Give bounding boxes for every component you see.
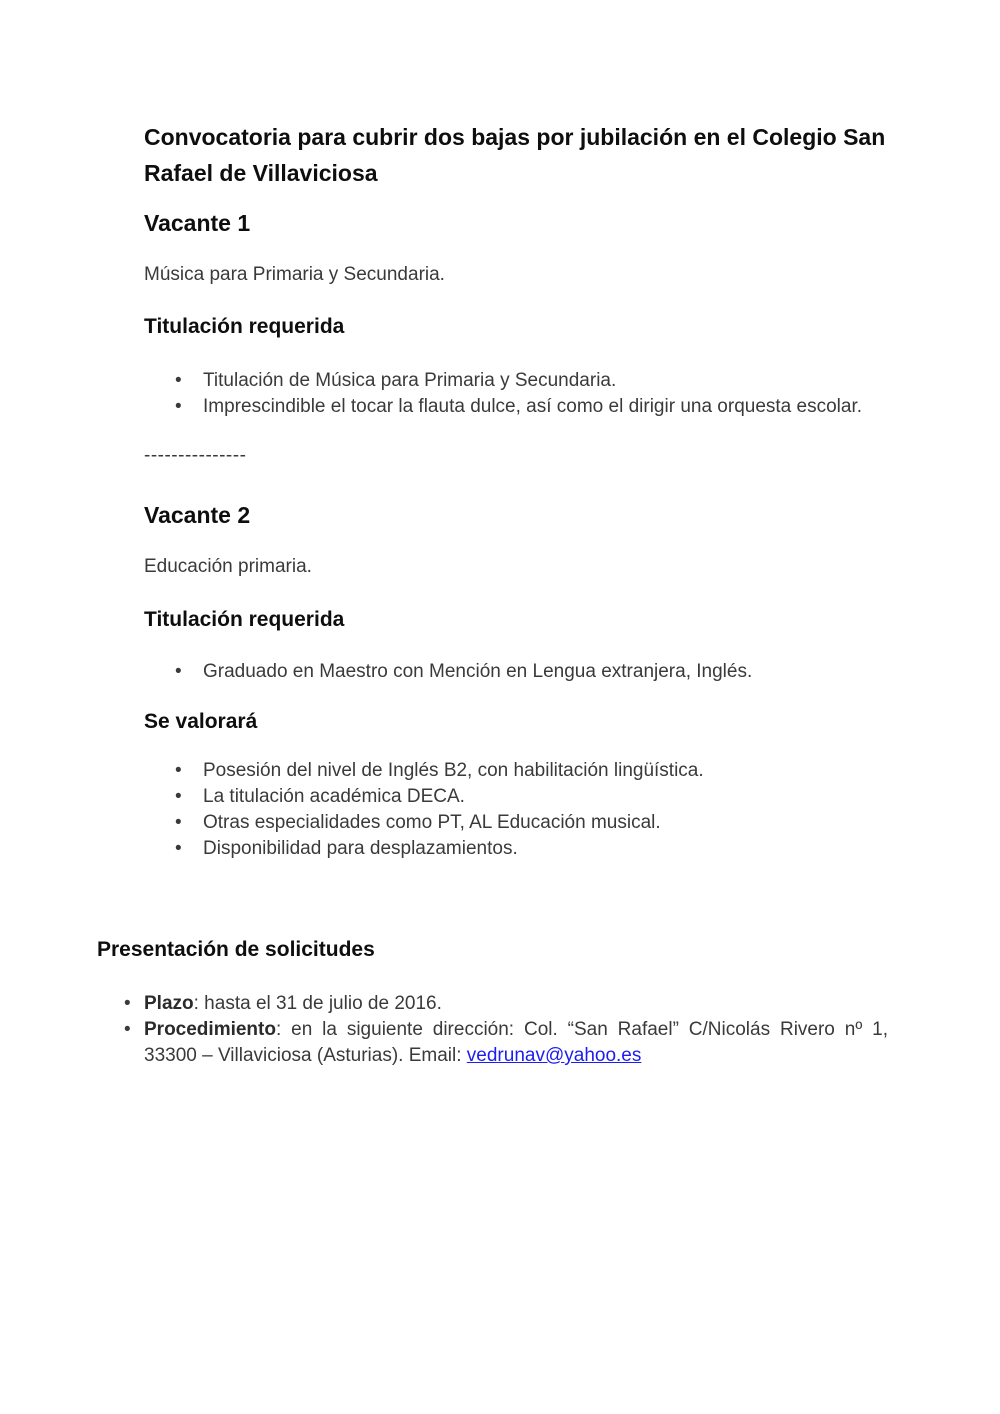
list-item: • Posesión del nivel de Inglés B2, con habilitación lingüística. — [144, 758, 888, 784]
heading-se-valorara: Se valorará — [144, 710, 258, 733]
procedimiento-line-1 — [144, 1017, 888, 1043]
list-item: • Disponibilidad para desplazamientos. — [144, 836, 888, 862]
list-item-procedimiento — [97, 1017, 888, 1069]
procedimiento-label: Procedimiento — [144, 1019, 276, 1040]
section-separator: --------------- — [144, 445, 247, 466]
document-content — [97, 0, 903, 1069]
submission-section — [97, 936, 903, 1069]
list-item: • Imprescindible el tocar la flauta dulce, así como el dirigir una orquesta escolar. — [144, 394, 888, 420]
heading-titulacion-requerida-2: Titulación requerida — [144, 608, 345, 631]
heading-presentacion-solicitudes: Presentación de solicitudes — [97, 938, 375, 961]
vacante-1-requirements-list — [144, 368, 888, 420]
vacante-2-requirements-list — [144, 659, 888, 685]
address-text: 33300 – Villaviciosa (Asturias). Email: — [144, 1045, 467, 1066]
heading-titulacion-requerida-1: Titulación requerida — [144, 315, 345, 338]
heading-vacante-1: Vacante 1 — [144, 210, 251, 236]
vacante-2-description: Educación primaria. — [144, 556, 312, 577]
vacante-2-valued-list — [144, 758, 888, 862]
list-item: • Otras especialidades como PT, AL Educación musical. — [144, 810, 888, 836]
list-item-plazo — [97, 991, 888, 1017]
email-link[interactable]: vedrunav@yahoo.es — [466, 1045, 642, 1066]
procedimiento-text: : en la siguiente dirección: Col. “San Rafael” C/Nicolás Rivero nº 1, — [275, 1019, 888, 1040]
plazo-label: Plazo — [144, 993, 194, 1014]
document-title: Convocatoria para cubrir dos bajas por jubilación en el Colegio San Rafael de Villaviciosa — [144, 124, 886, 186]
procedimiento-line-2 — [144, 1043, 888, 1069]
list-item: • Titulación de Música para Primaria y Secundaria. — [144, 368, 888, 394]
plazo-text: : hasta el 31 de julio de 2016. — [193, 993, 442, 1014]
heading-vacante-2: Vacante 2 — [144, 502, 251, 528]
main-sections — [144, 119, 888, 862]
list-item: • La titulación académica DECA. — [144, 784, 888, 810]
list-item: • Graduado en Maestro con Mención en Lengua extranjera, Inglés. — [144, 659, 888, 685]
submission-list — [97, 991, 888, 1069]
vacante-1-description: Música para Primaria y Secundaria. — [144, 264, 445, 285]
